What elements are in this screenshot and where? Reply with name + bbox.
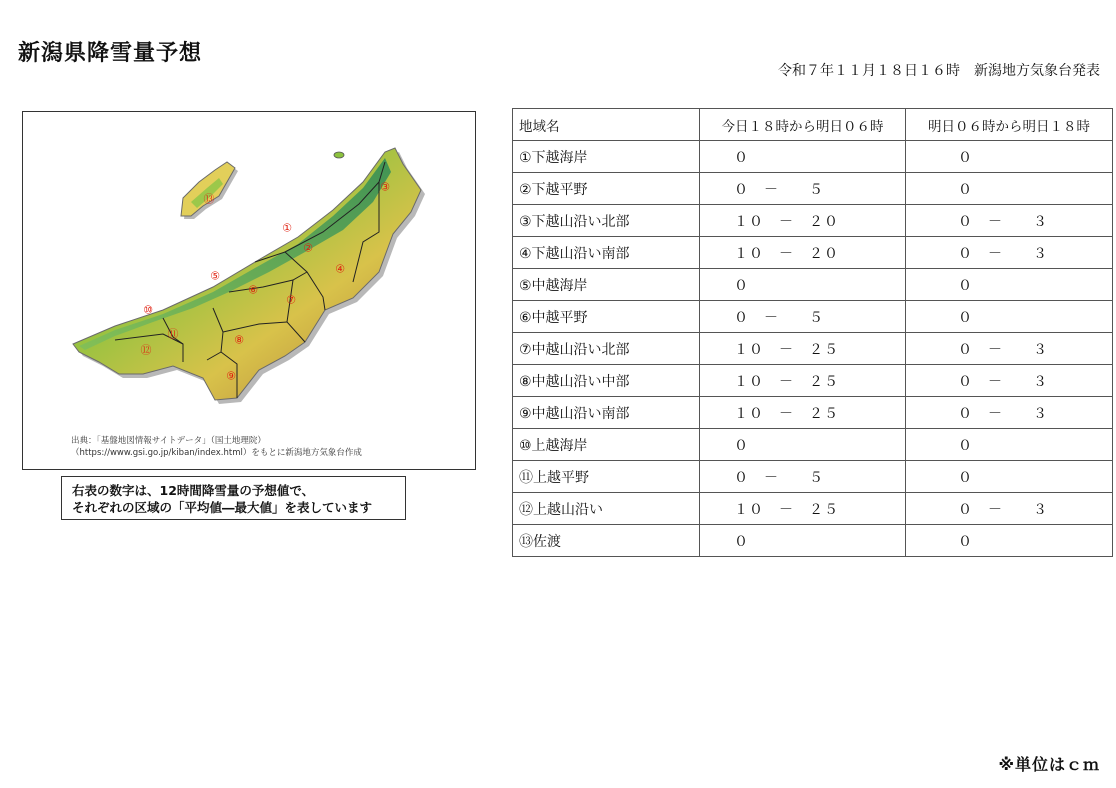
map-source-line-1: 出典：「基盤地図情報サイトデータ」（国土地理院） [71,436,266,446]
row-period-2: ０ [906,429,1113,461]
row-period-2: ０ － ３ [906,333,1113,365]
page-title: 新潟県降雪量予想 [18,41,203,66]
table-row [513,493,1113,525]
row-area: ②下越平野 [513,173,700,205]
row-period-1: １０ － ２５ [700,397,906,429]
area-label-6: ⑥ [248,283,258,297]
area-label-3: ③ [380,180,390,194]
note-line-1: 右表の数字は、12時間降雪量の予想値で、 [72,483,315,498]
row-period-2: ０ [906,141,1113,173]
row-period-2: ０ [906,173,1113,205]
row-period-1: ０ － ５ [700,301,906,333]
map-source [71,435,362,459]
area-label-4: ④ [335,262,345,276]
area-label-13: ⑬ [203,192,215,206]
table-row [513,205,1113,237]
table-row [513,301,1113,333]
row-period-1: ０ [700,141,906,173]
header-period-2: 明日０６時から明日１８時 [906,109,1113,141]
area-label-5: ⑤ [210,269,220,283]
row-period-2: ０ [906,269,1113,301]
table-row [513,141,1113,173]
row-area: ⑩上越海岸 [513,429,700,461]
area-label-11: ⑪ [167,327,179,341]
table-row [513,237,1113,269]
area-label-7: ⑦ [286,293,296,307]
table-row [513,461,1113,493]
awashima-island [334,152,344,158]
row-period-2: ０ － ３ [906,205,1113,237]
header-period-1: 今日１８時から明日０６時 [700,109,906,141]
table-row [513,429,1113,461]
table-row [513,365,1113,397]
row-period-2: ０ － ３ [906,397,1113,429]
row-period-1: １０ － ２０ [700,205,906,237]
issued-info: 令和７年１１月１８日１６時 新潟地方気象台発表 [778,63,1100,79]
area-label-1: ① [282,221,292,235]
row-area: ⑨中越山沿い南部 [513,397,700,429]
table-row [513,525,1113,557]
area-label-12: ⑫ [140,343,152,357]
row-period-2: ０ [906,525,1113,557]
row-period-1: ０ － ５ [700,461,906,493]
row-area: ③下越山沿い北部 [513,205,700,237]
area-label-2: ② [303,241,313,255]
table-header-row [513,109,1113,141]
row-period-1: １０ － ２５ [700,333,906,365]
table-row [513,333,1113,365]
row-area: ⑦中越山沿い北部 [513,333,700,365]
row-period-1: １０ － ２５ [700,493,906,525]
niigata-map [22,111,476,470]
row-period-1: ０ [700,429,906,461]
row-period-1: ０ － ５ [700,173,906,205]
row-area: ⑧中越山沿い中部 [513,365,700,397]
area-label-8: ⑧ [234,333,244,347]
map-source-line-2: （https://www.gsi.go.jp/kiban/index.html）をもとに新潟地方気象台作成 [71,448,362,458]
map-graphic [23,112,475,469]
row-period-2: ０ [906,301,1113,333]
row-period-2: ０ － ３ [906,365,1113,397]
table-row [513,397,1113,429]
row-area: ⑪上越平野 [513,461,700,493]
row-area: ⑬佐渡 [513,525,700,557]
table-row [513,269,1113,301]
row-area: ④下越山沿い南部 [513,237,700,269]
explanation-note [61,476,406,520]
row-area: ⑫上越山沿い [513,493,700,525]
table-row [513,173,1113,205]
row-period-2: ０ － ３ [906,493,1113,525]
unit-note: ※単位はｃｍ [998,755,1100,774]
area-label-9: ⑨ [226,369,236,383]
note-line-2: それぞれの区域の「平均値―最大値」を表しています [72,500,373,515]
snowfall-forecast-table [512,108,1113,557]
row-area: ⑥中越平野 [513,301,700,333]
header-area: 地域名 [513,109,700,141]
row-period-2: ０ － ３ [906,237,1113,269]
row-period-2: ０ [906,461,1113,493]
row-area: ①下越海岸 [513,141,700,173]
row-period-1: １０ － ２０ [700,237,906,269]
row-period-1: ０ [700,269,906,301]
area-label-10: ⑩ [143,303,153,317]
row-area: ⑤中越海岸 [513,269,700,301]
row-period-1: １０ － ２５ [700,365,906,397]
row-period-1: ０ [700,525,906,557]
